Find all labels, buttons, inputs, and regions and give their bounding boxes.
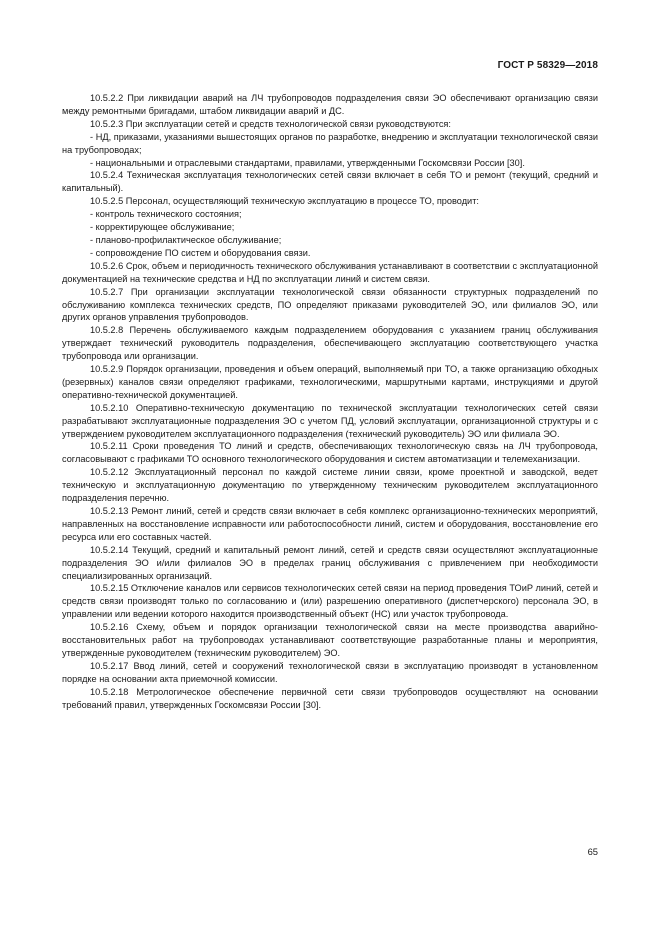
paragraph: 10.5.2.14 Текущий, средний и капитальный ремонт линий, сетей и средств связи осуществляют эксплуатационные подразделения ЭО и/или филиалов ЭО в пределах границ обслуживания с привлечением при необходимости специализированных организаций. <box>62 544 598 581</box>
paragraph: 10.5.2.11 Сроки проведения ТО линий и средств, обеспечивающих технологическую связь на ЛЧ трубопровода, согласовывают с графиками ТО основного технологического оборудования и систем автоматизации и телемеханизации. <box>62 441 598 465</box>
paragraph: 10.5.2.12 Эксплуатационный персонал по каждой системе линии связи, кроме проектной и заводской, ведет техническую и эксплуатационную документацию по утвержденному техническим руководителем эксплуатационного подразделения перечню. <box>62 467 598 504</box>
paragraph: 10.5.2.18 Метрологическое обеспечение первичной сети связи трубопроводов осуществляют на основании требований правил, утвержденных Госкомсвязи России [30]. <box>62 686 598 710</box>
list-item: - НД, приказами, указаниями вышестоящих органов по разработке, внедрению и эксплуатации технологической связи на трубопроводах; <box>62 131 598 155</box>
list-item: - сопровождение ПО систем и оборудования связи. <box>90 247 311 258</box>
paragraph: 10.5.2.9 Порядок организации, проведения и объем операций, выполняемый при ТО, а также организацию обходных (резервных) каналов связи определяют графиками, технологическими, маршрутными картами, инструкциями и другой оперативно-технической документацией. <box>62 364 598 400</box>
list-item: - корректирующее обслуживание; <box>90 222 235 233</box>
paragraph: 10.5.2.6 Срок, объем и периодичность технического обслуживания устанавливают в соответствии с эксплуатационной документацией на технические средства и НД по эксплуатации линий и систем связи. <box>62 260 598 284</box>
list-item: - национальными и отраслевыми стандартами, правилами, утвержденными Госкомсвязи России [30]. <box>90 157 525 168</box>
paragraph: 10.5.2.5 Персонал, осуществляющий техническую эксплуатацию в процессе ТО, проводит: <box>90 196 479 207</box>
page-number: 65 <box>587 846 598 857</box>
paragraph: 10.5.2.3 При эксплуатации сетей и средств технологической связи руководствуются: <box>90 118 451 129</box>
paragraph: 10.5.2.15 Отключение каналов или сервисов технологических сетей связи на период проведения ТОиР линий, сетей и средств связи производят только по согласованию и (или) разрешению оперативного (диспетчерского) персонала ЭО, в управлении или ведении которого находится производственный объект (НС) или участок трубопровода. <box>62 583 598 620</box>
paragraph: 10.5.2.10 Оперативно-техническую документацию по технической эксплуатации технологических сетей связи разрабатывают эксплуатационные подразделения ЭО с учетом ПД, условий эксплуатации, организационной структуры и с утверждением руководителем эксплуатационного подразделения (технический руководитель) ЭО или филиала ЭО. <box>62 402 598 439</box>
paragraph: 10.5.2.8 Перечень обслуживаемого каждым подразделением оборудования с указанием границ обслуживания утверждает технический руководитель подразделения, обеспечивающего эксплуатацию соответствующего участка трубопровода или организации. <box>62 325 598 362</box>
standard-header: ГОСТ Р 58329—2018 <box>497 60 598 71</box>
document-body <box>62 92 598 712</box>
paragraph: 10.5.2.7 При организации эксплуатации технологической связи обязанности структурных подразделений по обслуживанию комплекса технических средств, ПО определяют приказами руководителей ЭО, или филиалов ЭО, или других органов управления трубопроводов. <box>62 286 598 323</box>
list-item: - контроль технического состояния; <box>90 209 242 220</box>
paragraph: 10.5.2.2 При ликвидации аварий на ЛЧ трубопроводов подразделения связи ЭО обеспечивают организацию связи между ремонтными бригадами, штабом ликвидации аварий и ДС. <box>62 93 598 116</box>
list-item: - планово-профилактическое обслуживание; <box>90 234 282 245</box>
paragraph: 10.5.2.4 Техническая эксплуатация технологических сетей связи включает в себя ТО и ремонт (текущий, средний и капитальный). <box>62 170 598 194</box>
paragraph: 10.5.2.13 Ремонт линий, сетей и средств связи включает в себя комплекс организационно-технических мероприятий, направленных на восстановление исправности или работоспособности линий, систем и оборудования, восстановление его ресурса или его составных частей. <box>62 506 598 542</box>
paragraph: 10.5.2.16 Схему, объем и порядок организации технологической связи на месте производства аварийно-восстановительных работ на трубопроводах устанавливают соответствующие разработанные планы и мероприятия, утвержденные руководителем (техническим руководителем) ЭО. <box>62 622 598 658</box>
paragraph: 10.5.2.17 Ввод линий, сетей и сооружений технологической связи в эксплуатацию производят в установленном порядке на основании акта приемочной комиссии. <box>62 660 598 684</box>
